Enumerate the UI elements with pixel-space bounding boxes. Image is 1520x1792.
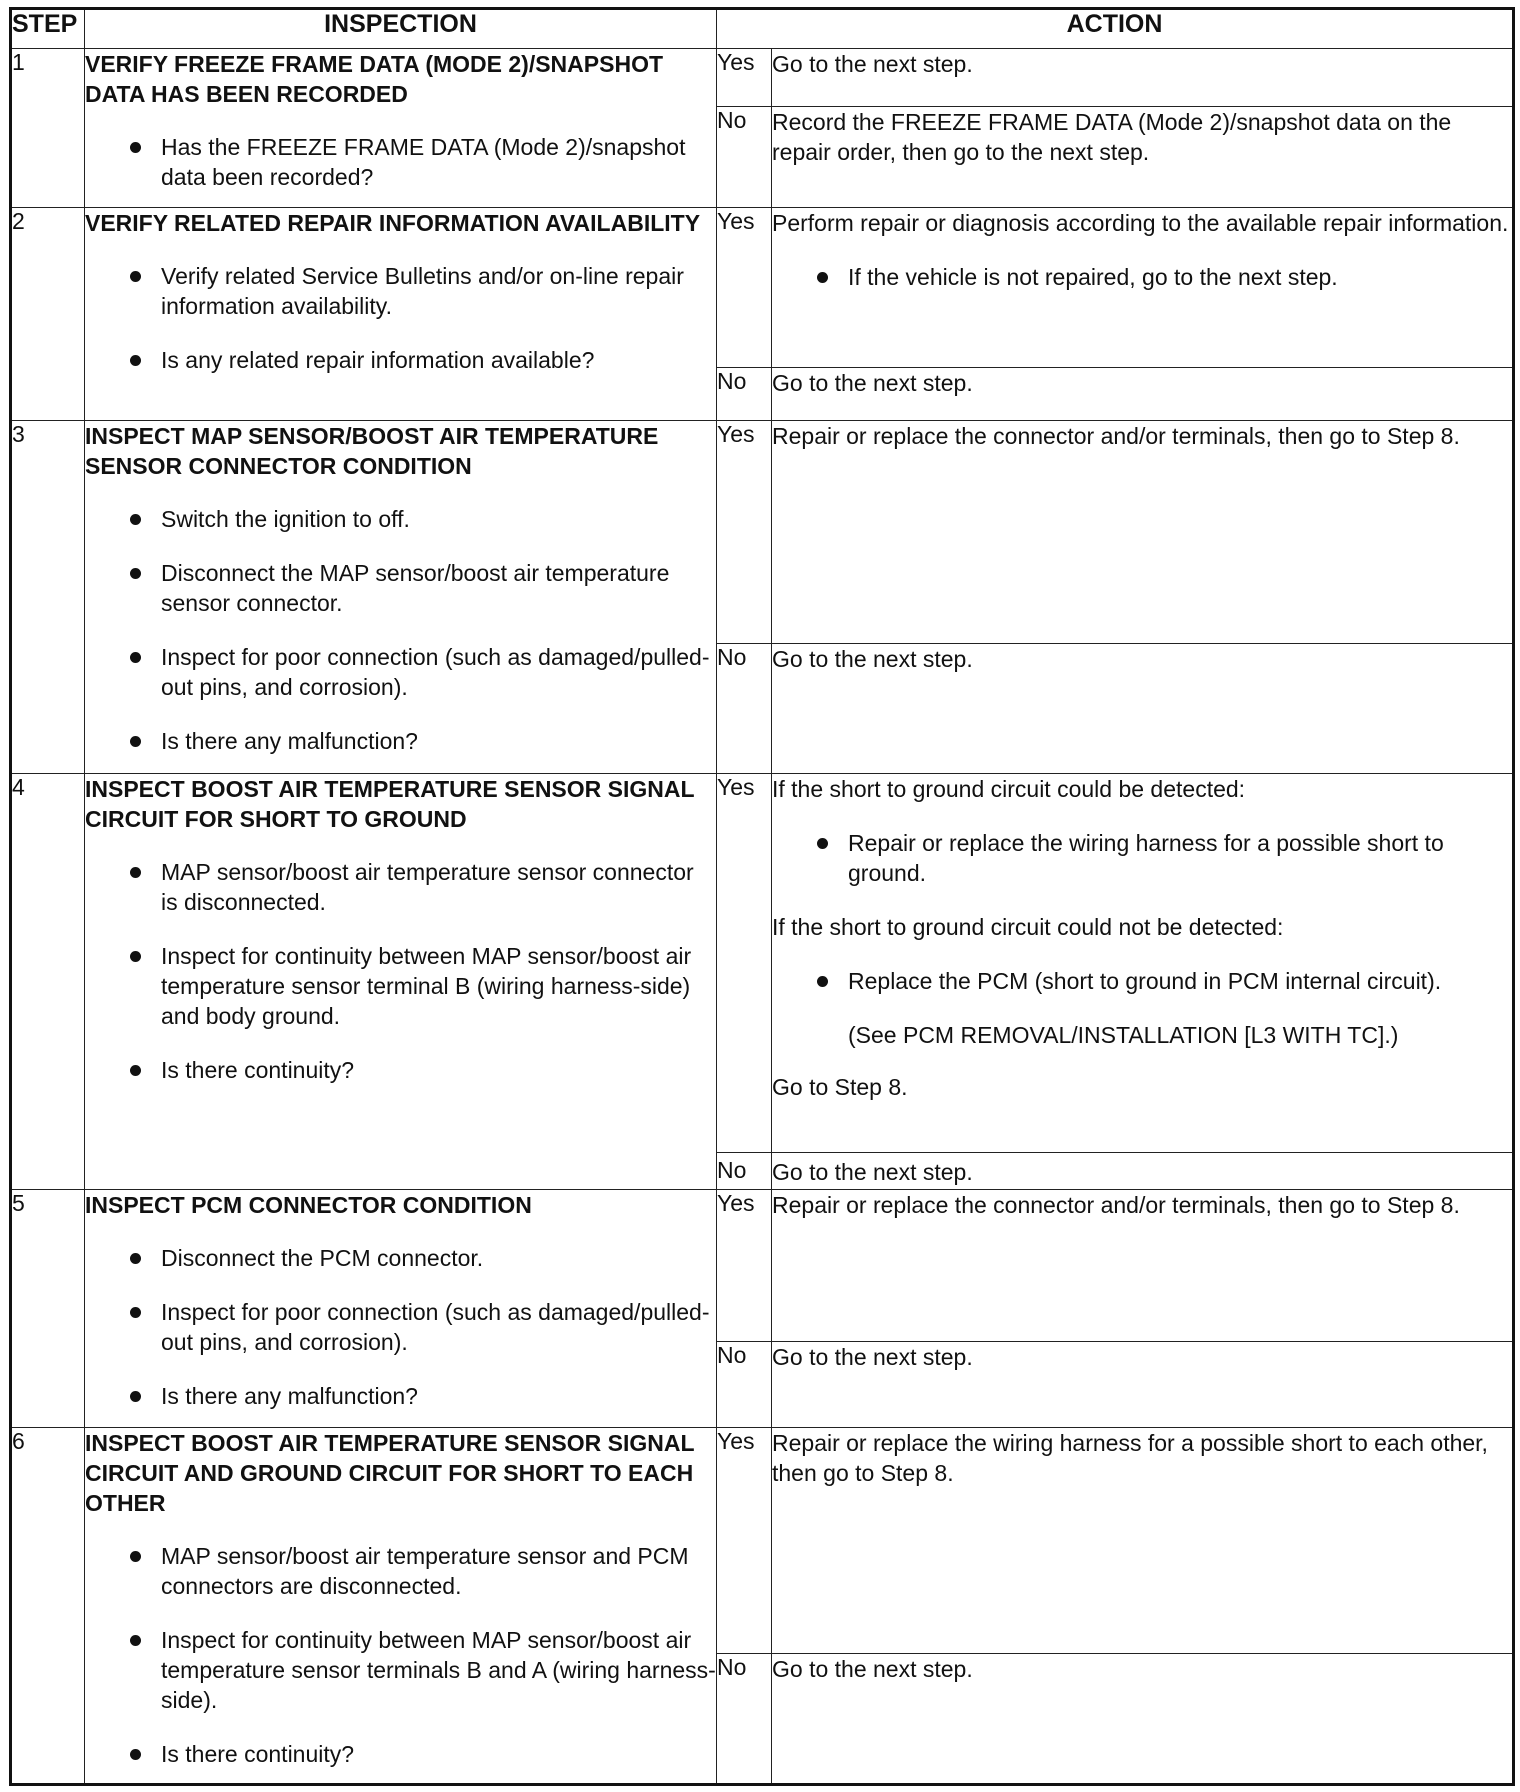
bullet-icon <box>130 1551 141 1562</box>
inspection-bullet <box>85 642 716 702</box>
bullet-icon <box>130 1749 141 1760</box>
bullet-text: Disconnect the MAP sensor/boost air temperature sensor connector. <box>161 559 670 616</box>
yes-action <box>772 207 1514 367</box>
action-text: Go to Step 8. <box>772 1074 908 1101</box>
bullet-icon <box>817 272 828 283</box>
bullet-icon <box>130 736 141 747</box>
inspection-bullet <box>85 1541 716 1601</box>
no-action: Go to the next step. <box>772 1341 1514 1427</box>
bullet-icon <box>130 1307 141 1318</box>
yes-action: Repair or replace the wiring harness for a possible short to each other, then go to Step 8. <box>772 1428 1514 1654</box>
yes-action: Repair or replace the connector and/or terminals, then go to Step 8. <box>772 1190 1514 1342</box>
no-label: No <box>717 1153 772 1190</box>
yes-label: Yes <box>717 1190 772 1342</box>
action-text: Perform repair or diagnosis according to the available repair information. <box>772 209 1509 236</box>
bullet-text: Is there continuity? <box>161 1057 355 1084</box>
inspection-bullet <box>85 1739 716 1769</box>
inspection-title: VERIFY RELATED REPAIR INFORMATION AVAILABILITY <box>85 209 701 236</box>
step-number: 1 <box>11 49 85 208</box>
table-row <box>11 49 1514 107</box>
inspection-bullet <box>85 558 716 618</box>
step-number: 6 <box>11 1428 85 1785</box>
bullet-icon <box>130 142 141 153</box>
table-header-row <box>11 9 1514 49</box>
inspection-bullet <box>85 1297 716 1357</box>
table-row <box>11 207 1514 367</box>
no-label: No <box>717 367 772 420</box>
bullet-icon <box>130 355 141 366</box>
bullet-icon <box>130 1635 141 1646</box>
bullet-text: If the vehicle is not repaired, go to the next step. <box>848 263 1338 290</box>
inspection-title: INSPECT PCM CONNECTOR CONDITION <box>85 1192 532 1219</box>
bullet-icon <box>130 867 141 878</box>
bullet-icon <box>130 568 141 579</box>
action-bullet <box>772 966 1512 996</box>
bullet-icon <box>130 1065 141 1076</box>
yes-label: Yes <box>717 207 772 367</box>
bullet-text: Inspect for continuity between MAP sensor/boost air temperature sensor terminals B and A (wiring harness-side). <box>161 1627 716 1714</box>
bullet-icon <box>130 514 141 525</box>
inspection-cell <box>85 207 717 420</box>
inspection-bullet <box>85 132 716 192</box>
inspection-cell <box>85 49 717 208</box>
inspection-bullet <box>85 1243 716 1273</box>
no-action: Go to the next step. <box>772 1654 1514 1785</box>
no-action: Record the FREEZE FRAME DATA (Mode 2)/snapshot data on the repair order, then go to the next step. <box>772 107 1514 207</box>
no-action: Go to the next step. <box>772 1153 1514 1190</box>
inspection-title: INSPECT MAP SENSOR/BOOST AIR TEMPERATURE SENSOR CONNECTOR CONDITION <box>85 422 659 479</box>
header-step: STEP <box>11 9 85 49</box>
step-number: 4 <box>11 774 85 1190</box>
no-action: Go to the next step. <box>772 643 1514 774</box>
yes-label: Yes <box>717 49 772 107</box>
header-action: ACTION <box>717 9 1514 49</box>
yes-label: Yes <box>717 774 772 1153</box>
bullet-text: Is any related repair information available? <box>161 346 595 373</box>
no-action: Go to the next step. <box>772 367 1514 420</box>
bullet-text: Inspect for poor connection (such as damaged/pulled-out pins, and corrosion). <box>161 1299 710 1356</box>
inspection-cell <box>85 1190 717 1428</box>
diagnostic-procedure-table <box>9 7 1515 1786</box>
yes-action: Repair or replace the connector and/or terminals, then go to Step 8. <box>772 420 1514 643</box>
bullet-icon <box>130 652 141 663</box>
inspection-bullet <box>85 345 716 375</box>
inspection-bullet <box>85 726 716 756</box>
action-bullet <box>772 828 1512 888</box>
action-bullet <box>772 262 1512 292</box>
bullet-text: Replace the PCM (short to ground in PCM internal circuit). <box>848 968 1442 995</box>
bullet-text: Inspect for poor connection (such as damaged/pulled-out pins, and corrosion). <box>161 643 710 700</box>
bullet-text: Is there any malfunction? <box>161 727 418 754</box>
yes-label: Yes <box>717 420 772 643</box>
no-label: No <box>717 1654 772 1785</box>
table-row <box>11 1190 1514 1342</box>
inspection-title: INSPECT BOOST AIR TEMPERATURE SENSOR SIGNAL CIRCUIT AND GROUND CIRCUIT FOR SHORT TO EACH OTHER <box>85 1430 695 1517</box>
no-label: No <box>717 1341 772 1427</box>
inspection-bullet <box>85 1381 716 1411</box>
bullet-text: Switch the ignition to off. <box>161 505 410 532</box>
bullet-text: MAP sensor/boost air temperature sensor connector is disconnected. <box>161 859 694 916</box>
inspection-bullet <box>85 504 716 534</box>
yes-action <box>772 774 1514 1153</box>
bullet-icon <box>130 1253 141 1264</box>
bullet-text: Is there continuity? <box>161 1741 355 1768</box>
bullet-icon <box>817 976 828 987</box>
action-text: If the short to ground circuit could be detected: <box>772 776 1246 803</box>
inspection-bullet <box>85 261 716 321</box>
bullet-icon <box>130 1391 141 1402</box>
table-row <box>11 420 1514 643</box>
table-row <box>11 1428 1514 1654</box>
no-label: No <box>717 643 772 774</box>
inspection-bullet <box>85 1055 716 1085</box>
inspection-bullet <box>85 941 716 1031</box>
bullet-icon <box>130 951 141 962</box>
step-number: 3 <box>11 420 85 774</box>
yes-action: Go to the next step. <box>772 49 1514 107</box>
inspection-bullet <box>85 857 716 917</box>
inspection-cell <box>85 1428 717 1785</box>
bullet-icon <box>817 838 828 849</box>
bullet-text: Has the FREEZE FRAME DATA (Mode 2)/snapshot data been recorded? <box>161 134 686 191</box>
bullet-text: Repair or replace the wiring harness for a possible short to ground. <box>848 830 1444 887</box>
bullet-icon <box>130 271 141 282</box>
step-number: 5 <box>11 1190 85 1428</box>
inspection-cell <box>85 420 717 774</box>
bullet-text: Disconnect the PCM connector. <box>161 1245 484 1272</box>
inspection-bullet <box>85 1625 716 1715</box>
inspection-cell <box>85 774 717 1190</box>
table-row <box>11 774 1514 1153</box>
bullet-text: Inspect for continuity between MAP sensor/boost air temperature sensor terminal B (wiring harness-side) and body ground. <box>161 943 692 1030</box>
inspection-title: VERIFY FREEZE FRAME DATA (MODE 2)/SNAPSHOT DATA HAS BEEN RECORDED <box>85 51 664 108</box>
step-number: 2 <box>11 207 85 420</box>
inspection-title: INSPECT BOOST AIR TEMPERATURE SENSOR SIGNAL CIRCUIT FOR SHORT TO GROUND <box>85 776 695 833</box>
reference-text: (See PCM REMOVAL/INSTALLATION [L3 WITH TC].) <box>848 1022 1399 1049</box>
bullet-text: MAP sensor/boost air temperature sensor and PCM connectors are disconnected. <box>161 1543 689 1600</box>
header-inspection: INSPECTION <box>85 9 717 49</box>
action-text: If the short to ground circuit could not be detected: <box>772 914 1284 941</box>
no-label: No <box>717 107 772 207</box>
bullet-text: Is there any malfunction? <box>161 1383 418 1410</box>
yes-label: Yes <box>717 1428 772 1654</box>
bullet-text: Verify related Service Bulletins and/or on-line repair information availability. <box>161 262 684 319</box>
